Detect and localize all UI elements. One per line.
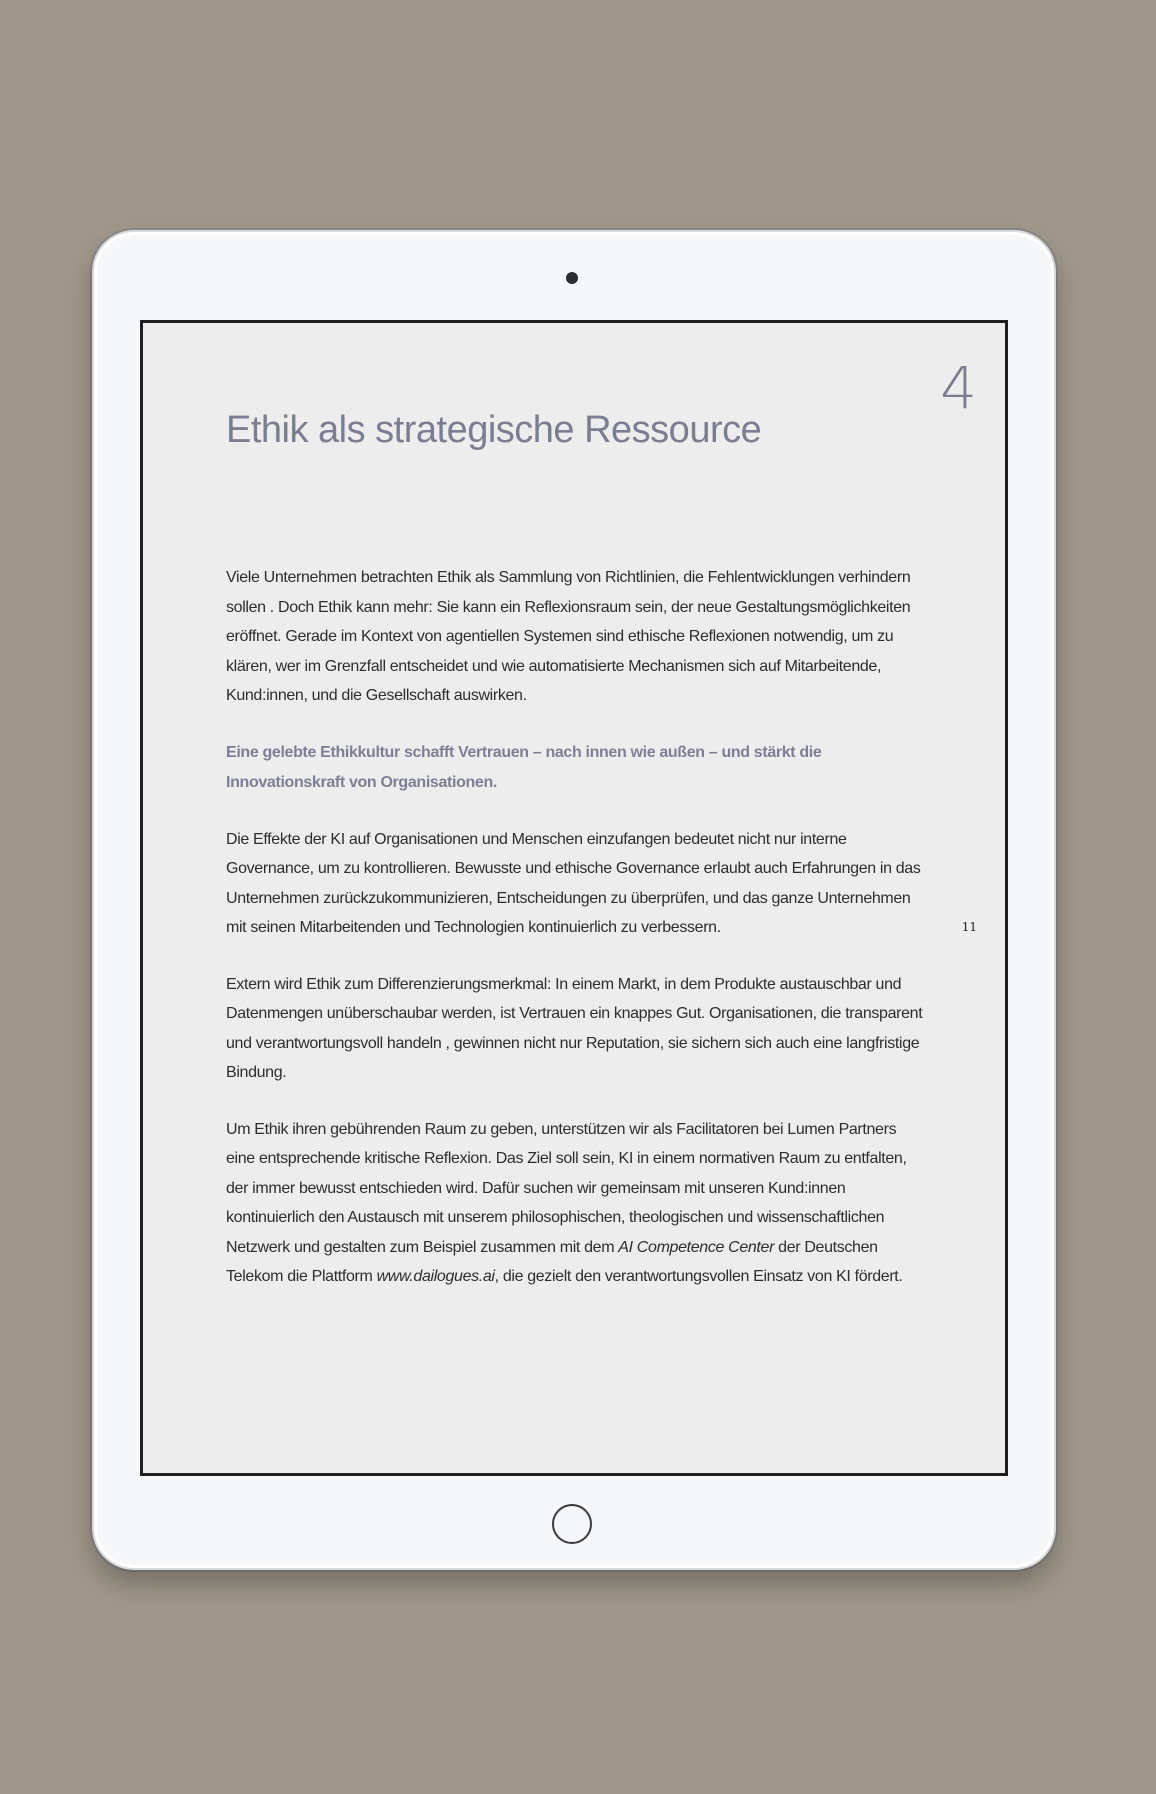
home-button[interactable] — [552, 1504, 592, 1544]
tablet-screen — [140, 320, 1008, 1476]
paragraph-governance: Die Effekte der KI auf Organisationen und Menschen einzufangen bedeutet nicht nur interne Governance, um zu kontrollieren. Bewusste und ethische Governance erlaubt auch Erfahrungen in das Unternehmen zurückzukommunizieren, Entscheidungen zu überprüfen, und das ganze Unternehmen mit seinen Mitarbeitenden und Technologien kontinuierlich zu verbessern. — [226, 830, 921, 936]
paragraph-intro: Viele Unternehmen betrachten Ethik als Sammlung von Richtlinien, die Fehlentwicklungen verhindern sollen . Doch Ethik kann mehr: Sie kann ein Reflexionsraum sein, der neue Gestaltungsmöglichkeiten eröffnet. Gerade im Kontext von agentiellen Systemen sind ethische Reflexionen notwendig, um zu klären, wer im Grenzfall entscheidet und wie automatisierte Mechanismen sich auf Mitarbeitende, Kund:innen, und die Gesellschaft auswirken. — [226, 569, 911, 704]
page-content — [226, 563, 926, 1319]
paragraph-text: der Deutschen Telekom die Plattform — [226, 1238, 878, 1285]
page-number: 11 — [961, 920, 977, 934]
dailogues-link-text: www.dailogues.ai — [376, 1268, 495, 1285]
highlight-quote: Eine gelebte Ethikkultur schafft Vertrauen – nach innen wie außen – und stärkt die Innovationskraft von Organisationen. — [226, 743, 822, 791]
paragraph-text: Um Ethik ihren gebührenden Raum zu geben, unterstützen wir als Facilitatoren bei Lumen Partners eine entsprechende kritische Reflexion. Das Ziel soll sein, KI in einem normativen Raum zu entfalten, der immer bewusst entschieden wird. Dafür suchen wir gemeinsam mit unseren Kund:innen kontinuierlich den Austausch mit unserem philosophischen, theologischen und wissenschaftlichen Netzwerk und gestalten zum Beispiel zusammen mit dem — [226, 1120, 907, 1256]
chapter-number: 4 — [940, 354, 977, 422]
paragraph-text: , die gezielt den verantwortungsvollen Einsatz von KI fördert. — [494, 1268, 903, 1285]
paragraph-facilitation — [226, 1115, 926, 1292]
ai-competence-center-text: AI Competence Center — [618, 1238, 775, 1256]
camera-icon — [566, 272, 578, 284]
tablet-device — [92, 230, 1056, 1570]
paragraph-differentiation: Extern wird Ethik zum Differenzierungsmerkmal: In einem Markt, in dem Produkte austauschbar und Datenmengen unüberschaubar werden, ist Vertrauen ein knappes Gut. Organisationen, die transparent und verantwortungsvoll handeln , gewinnen nicht nur Reputation, sie sichern sich auch eine langfristige Bindung. — [226, 975, 923, 1081]
page-title: Ethik als strategische Ressource — [226, 409, 762, 451]
